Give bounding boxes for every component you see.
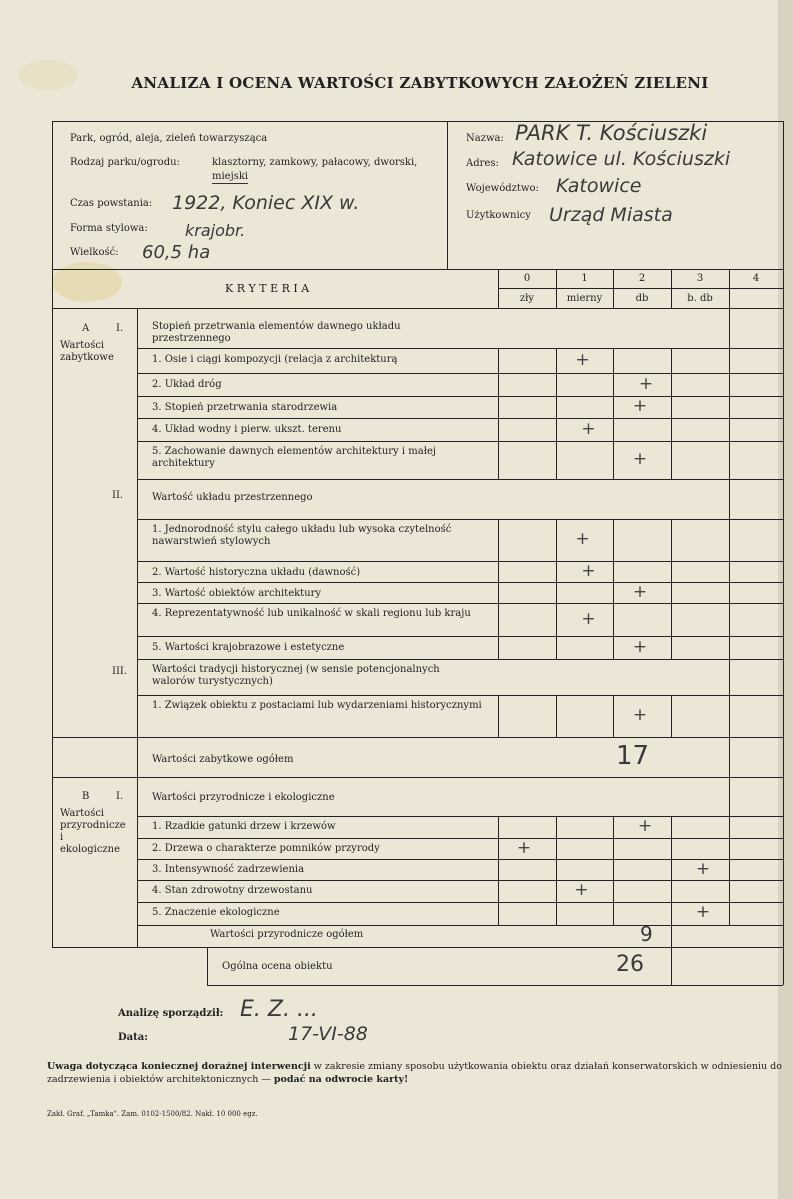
score-mark: +	[632, 396, 648, 416]
cell-line	[556, 441, 557, 479]
group-title: Wartość układu przestrzennego	[152, 492, 313, 503]
group-title: Wartości tradycji historycznej (w sensie potencjonalnych walorów turystycznych)	[152, 664, 440, 687]
cell-line	[498, 348, 499, 373]
grade-head-3: b. db	[687, 293, 713, 304]
cell-line	[613, 519, 614, 561]
cell-line	[498, 396, 499, 418]
section-a-letter: A	[82, 323, 90, 334]
cell-line	[137, 695, 138, 737]
criterion-label: 3. Wartość obiektów architektury	[152, 588, 322, 599]
section-b-total-label: Wartości przyrodnicze ogółem	[210, 929, 364, 940]
cell-line	[613, 816, 614, 838]
cell-line	[671, 880, 672, 902]
row-line	[137, 636, 783, 637]
score-mark: +	[632, 449, 648, 469]
cell-line	[613, 582, 614, 603]
cell-line	[556, 880, 557, 902]
criteria-label: K R Y T E R I A	[225, 282, 310, 295]
date-value: 17-VI-88	[288, 1023, 368, 1045]
cell-line	[556, 603, 557, 636]
criterion-label: 2. Wartość historyczna układu (dawność)	[152, 567, 361, 578]
cell-line	[671, 396, 672, 418]
cell-line	[498, 519, 499, 561]
section-b-name: Wartości przyrodnicze i ekologiczne	[60, 808, 126, 855]
section-a-roman: I.	[116, 323, 124, 334]
cell-line	[498, 441, 499, 479]
score-head-1: 1	[581, 273, 588, 284]
cell-line	[556, 519, 557, 561]
cell-line	[671, 582, 672, 603]
cell-line	[498, 816, 499, 838]
criterion-label: 1. Rzadkie gatunki drzew i krzewów	[152, 821, 336, 832]
score-mark: +	[575, 349, 590, 370]
row-line	[137, 441, 783, 442]
cell-line	[498, 582, 499, 603]
cell-line	[498, 373, 499, 396]
name-value: PARK T. Kościuszki	[515, 121, 708, 145]
size-value: 60,5 ha	[142, 242, 211, 263]
created-value: 1922, Koniec XIX w.	[172, 192, 360, 214]
notice-end: podać na odwrocie karty!	[273, 1074, 409, 1085]
cell-line	[556, 902, 557, 925]
user-value: Urząd Miasta	[549, 204, 673, 226]
score-mark: +	[632, 636, 648, 657]
cell-line	[613, 396, 614, 418]
score-mark: +	[632, 581, 648, 602]
cell-line	[671, 859, 672, 880]
score-head-4: 4	[752, 273, 760, 284]
style-value: krajobr.	[185, 221, 246, 240]
criterion-label: 3. Stopień przetrwania starodrzewia	[152, 402, 338, 413]
notice-bold: Uwaga dotycząca koniecznej doraźnej interwencji	[47, 1061, 311, 1072]
name-label: Nazwa:	[466, 133, 504, 144]
cell-line	[556, 816, 557, 838]
criterion-label: 1. Związek obiektu z postaciami lub wydarzeniami historycznymi	[152, 700, 482, 711]
score-head-0: 0	[523, 273, 531, 284]
row-line	[137, 418, 783, 419]
section-a-name: Wartości zabytkowe	[60, 340, 114, 363]
style-label: Forma stylowa:	[70, 223, 148, 234]
cell-line	[671, 418, 672, 441]
cell-line	[556, 859, 557, 880]
criterion-label: 1. Osie i ciągi kompozycji (relacja z architekturą	[152, 354, 398, 365]
score-mark: +	[632, 705, 648, 725]
cell-line	[556, 582, 557, 603]
scan-edge	[778, 0, 793, 1199]
section-b-letter: B	[82, 791, 90, 802]
cell-line	[498, 838, 499, 859]
grade-head-1: mierny	[566, 293, 603, 304]
row-line	[137, 695, 783, 696]
size-label: Wielkość:	[70, 247, 119, 258]
row-line	[137, 396, 783, 397]
score-mark: +	[637, 816, 653, 836]
cell-line	[498, 561, 499, 582]
section-a-total-value: 17	[616, 741, 650, 771]
printer-info: Zakł. Graf. „Tamka". Zam. 0102-1500/82. Nakł. 10 000 egz.	[47, 1110, 258, 1118]
row-line	[137, 519, 783, 520]
section-a-total-label: Wartości zabytkowe ogółem	[152, 754, 294, 765]
address-label: Adres:	[466, 158, 499, 169]
criterion-label: 5. Znaczenie ekologiczne	[152, 907, 280, 918]
score-mark: +	[581, 560, 596, 581]
cell-line	[498, 880, 499, 902]
section-b-roman: I.	[116, 791, 124, 802]
voivodeship-label: Województwo:	[466, 183, 539, 194]
author-signature: E. Z. ...	[240, 997, 318, 1022]
cell-line	[613, 373, 614, 396]
date-label: Data:	[118, 1032, 148, 1043]
cell-line	[498, 636, 499, 659]
created-label: Czas powstania:	[70, 198, 153, 209]
cell-line	[671, 561, 672, 582]
cell-line	[613, 561, 614, 582]
cell-line	[671, 902, 672, 925]
row-line	[137, 373, 783, 374]
score-mark: +	[516, 838, 532, 858]
overall-value: 26	[616, 952, 644, 977]
cell-line	[671, 348, 672, 373]
row-line	[137, 561, 783, 562]
cell-line	[137, 519, 138, 659]
cell-line	[671, 441, 672, 479]
score-head-2: 2	[638, 273, 646, 284]
criterion-label: 2. Układ dróg	[152, 379, 222, 390]
cell-line	[498, 859, 499, 880]
row-line	[137, 479, 783, 480]
cell-line	[498, 418, 499, 441]
cell-line	[671, 695, 672, 737]
section-b-title: Wartości przyrodnicze i ekologiczne	[152, 792, 335, 803]
cell-line	[556, 695, 557, 737]
cell-line	[613, 880, 614, 902]
cell-line	[137, 348, 138, 479]
row-line	[137, 348, 783, 349]
score-mark: +	[695, 902, 711, 922]
cell-line	[556, 348, 557, 373]
criterion-label: 2. Drzewa o charakterze pomników przyrody	[152, 843, 380, 854]
park-kind-label: Rodzaj parku/ogrodu:	[70, 157, 180, 168]
author-label: Analizę sporządził:	[118, 1008, 224, 1019]
criterion-label: 3. Intensywność zadrzewienia	[152, 864, 305, 875]
section-b-total-value: 9	[640, 922, 653, 946]
score-mark: +	[638, 373, 654, 394]
document-title: ANALIZA I OCENA WARTOŚCI ZABYTKOWYCH ZAŁOŻEŃ ZIELENI	[131, 74, 709, 92]
group-roman: II.	[112, 490, 124, 501]
row-line	[137, 737, 783, 738]
group-roman: III.	[112, 666, 128, 677]
cell-line	[671, 519, 672, 561]
cell-line	[498, 695, 499, 737]
voivodeship-value: Katowice	[556, 175, 642, 197]
cell-line	[613, 441, 614, 479]
cell-line	[671, 816, 672, 838]
cell-line	[556, 396, 557, 418]
cell-line	[556, 636, 557, 659]
score-mark: +	[575, 529, 590, 549]
cell-line	[556, 561, 557, 582]
criterion-label: 5. Wartości krajobrazowe i estetyczne	[152, 642, 345, 653]
park-kind-selected: miejski	[212, 171, 249, 182]
cell-line	[498, 603, 499, 636]
criterion-label: 4. Układ wodny i pierw. ukszt. terenu	[152, 424, 342, 435]
cell-line	[671, 636, 672, 659]
score-mark: +	[581, 608, 596, 629]
grade-head-2: db	[635, 293, 649, 304]
criterion-label: 4. Reprezentatywność lub unikalność w skali regionu lub kraju	[152, 608, 471, 619]
group-title: Stopień przetrwania elementów dawnego układu przestrzennego	[152, 321, 401, 344]
row-line	[137, 659, 783, 660]
criterion-label: 5. Zachowanie dawnych elementów architektury i małej architektury	[152, 446, 436, 469]
cell-line	[556, 838, 557, 859]
cell-line	[613, 636, 614, 659]
row-line	[137, 582, 783, 583]
criterion-label: 1. Jednorodność stylu całego układu lub wysoka czytelność nawarstwień stylowych	[152, 524, 452, 547]
cell-line	[613, 838, 614, 859]
grade-head-0: zły	[519, 293, 535, 304]
cell-line	[556, 418, 557, 441]
park-kind-options: klasztorny, zamkowy, pałacowy, dworski,	[212, 157, 418, 168]
cell-line	[613, 859, 614, 880]
score-mark: +	[581, 418, 596, 439]
row-line	[137, 603, 783, 604]
notice-text: w zakresie zmiany sposobu użytkowania obiektu oraz działań konserwatorskich w odniesieniu do zadrzewienia i obiektów architektonicznych —	[47, 1061, 782, 1085]
cell-line	[613, 902, 614, 925]
cell-line	[613, 418, 614, 441]
cell-line	[556, 373, 557, 396]
paper-stain	[52, 262, 122, 302]
overall-label: Ogólna ocena obiektu	[222, 961, 333, 972]
cell-line	[498, 902, 499, 925]
cell-line	[613, 348, 614, 373]
cell-line	[671, 838, 672, 859]
score-mark: +	[695, 859, 711, 879]
score-mark: +	[574, 880, 589, 900]
address-value: Katowice ul. Kościuszki	[512, 148, 731, 170]
criterion-label: 4. Stan zdrowotny drzewostanu	[152, 885, 313, 896]
user-label: Użytkownicy	[466, 210, 531, 221]
object-type-label: Park, ogród, aleja, zieleń towarzysząca	[70, 133, 268, 144]
cell-line	[671, 603, 672, 636]
cell-line	[613, 603, 614, 636]
intervention-notice	[47, 1060, 787, 1086]
cell-line	[671, 373, 672, 396]
score-head-3: 3	[696, 273, 704, 284]
cell-line	[613, 695, 614, 737]
